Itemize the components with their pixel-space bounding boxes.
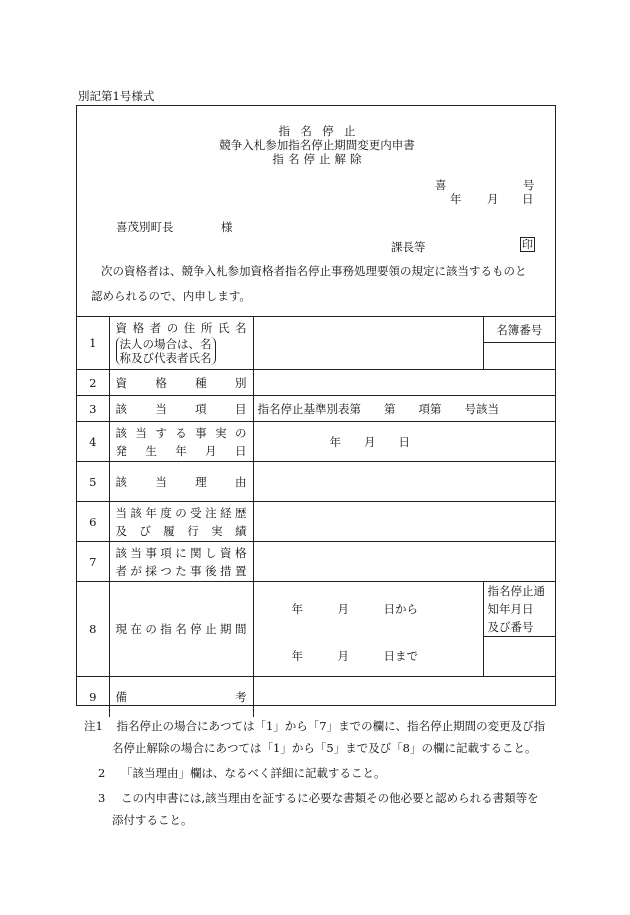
row-number: 8: [77, 582, 109, 677]
row-label-sub1: 法人の場合は、名: [119, 337, 212, 351]
table-row-8a: [77, 582, 555, 637]
table-row: [77, 396, 555, 422]
note-text: この内申書には,該当理由を証するに必要な書類その他必要と認められる書類等を: [120, 791, 539, 805]
applicable-item-field[interactable]: 指名停止基準別表第 第 項第 号該当: [253, 396, 555, 422]
note-prefix: 3: [98, 791, 106, 805]
registry-number-field[interactable]: [483, 343, 555, 370]
form-number: 別記第1号様式: [78, 89, 155, 103]
row-label-line-2: 及び履行実績: [115, 523, 247, 538]
table-row: [77, 370, 555, 396]
row-number: 7: [77, 542, 109, 582]
row-label: [109, 542, 253, 582]
date-day: 日: [522, 192, 534, 206]
table-row: [77, 422, 555, 462]
row-label: 現在の指名停止期間: [109, 582, 253, 677]
notice-label-line-1: 指名停止通知年月日: [487, 584, 545, 616]
row-label-line-1: 該当事項に関し資格: [115, 545, 247, 560]
note-1-continued: 名停止解除の場合にあつては「1」から「5」まで及び「8」の欄に記載すること。: [112, 741, 537, 755]
note-text: 指名停止の場合にあつては「1」から「7」までの欄に、指名停止期間の変更及び指: [116, 719, 546, 733]
body-text-line-2: 認められるので、内申します。: [91, 289, 251, 303]
row-number: 9: [77, 677, 109, 717]
notice-date-label: [483, 582, 555, 637]
addressee-suffix: 様: [221, 220, 233, 234]
seal-mark: [520, 237, 535, 252]
row-label: [109, 422, 253, 462]
row-label: [109, 502, 253, 542]
table-row: [77, 677, 555, 717]
note-3: [84, 787, 564, 809]
form-frame: [76, 105, 556, 706]
row-label: 資格種別: [109, 370, 253, 396]
doc-number-prefix: 喜: [435, 178, 447, 192]
registry-number-label: 名簿番号: [483, 317, 555, 343]
qualification-type-field[interactable]: [253, 370, 555, 396]
note-2: [84, 762, 564, 784]
remarks-field[interactable]: [253, 677, 555, 717]
row-label: [109, 317, 253, 370]
sender: 課長等: [391, 240, 426, 254]
doc-number-suffix: 号: [523, 178, 535, 192]
table-row: [77, 462, 555, 502]
row-label-line-2: 発生年月日: [115, 443, 247, 458]
body-text-line-1: 次の資格者は、競争入札参加資格者指名停止事務処理要領の規定に該当するものと: [101, 264, 527, 278]
row-number: 3: [77, 396, 109, 422]
row-number: 6: [77, 502, 109, 542]
row-label-line-1: 当該年度の受注経歴: [115, 505, 247, 520]
table-row-1a: [77, 317, 555, 343]
date-month: 月: [487, 192, 499, 206]
row-label-paren: [116, 337, 216, 365]
row-label-sub2: 称及び代表者氏名: [119, 351, 212, 365]
title-line-3: 指名停止解除: [272, 152, 366, 166]
row-label-line-1: 該当する事実の: [115, 425, 247, 440]
row-label-main: 資格者の住所氏名: [115, 321, 247, 335]
order-history-field[interactable]: [253, 502, 555, 542]
row-label: 該当理由: [109, 462, 253, 502]
notice-label-line-2: 及び番号: [487, 620, 534, 634]
note-prefix: 2: [98, 766, 106, 780]
period-to-field[interactable]: 年 月 日まで: [253, 637, 483, 677]
row-label-line-2: 者が採つた事後措置: [115, 563, 247, 578]
notes-section: [84, 715, 564, 831]
address-name-field[interactable]: [253, 317, 483, 370]
occurrence-date-field[interactable]: 年 月 日: [253, 422, 555, 462]
note-text: 「該当理由」欄は、なるべく詳細に記載すること。: [120, 766, 386, 780]
row-label: 該当項目: [109, 396, 253, 422]
seal-text: 印: [522, 238, 533, 251]
addressee: 喜茂別町長: [116, 220, 174, 234]
note-1: [84, 715, 564, 737]
row-number: 5: [77, 462, 109, 502]
reason-field[interactable]: [253, 462, 555, 502]
row-number: 2: [77, 370, 109, 396]
row-number: 4: [77, 422, 109, 462]
date-year: 年: [450, 192, 462, 206]
table-row: [77, 542, 555, 582]
notice-date-field[interactable]: [483, 637, 555, 677]
followup-measures-field[interactable]: [253, 542, 555, 582]
note-prefix: 注1: [84, 719, 103, 733]
application-table: [77, 316, 555, 717]
row-label: 備考: [109, 677, 253, 717]
table-row: [77, 502, 555, 542]
note-3-continued: 添付すること。: [112, 813, 193, 827]
title-line-2: 競争入札参加指名停止期間変更内申書: [219, 138, 415, 152]
row-number: 1: [77, 317, 109, 370]
period-from-field[interactable]: 年 月 日から: [253, 582, 483, 637]
title-line-1: 指名停止: [278, 124, 366, 138]
